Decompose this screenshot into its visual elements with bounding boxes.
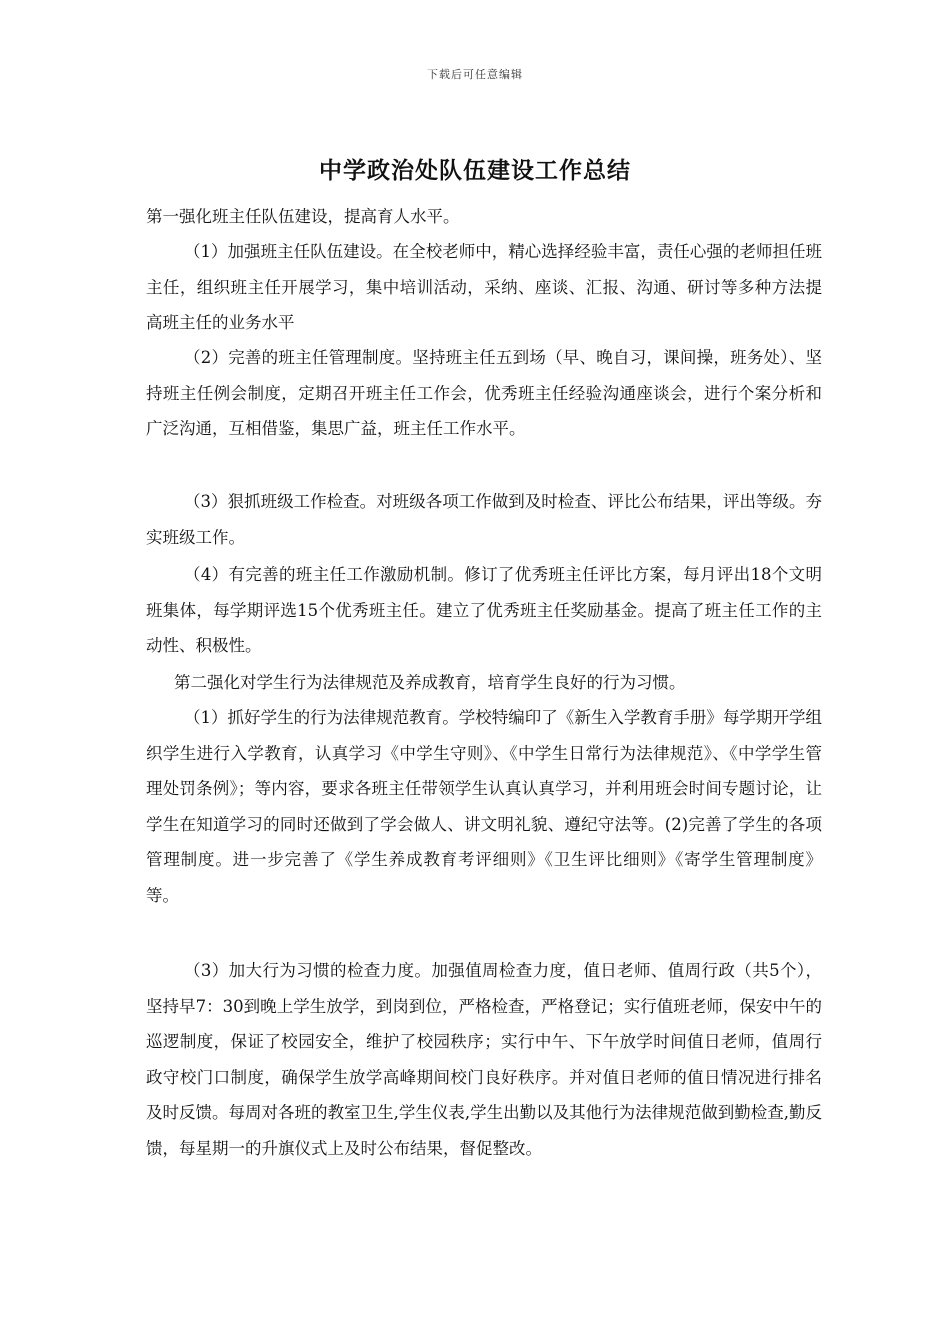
document-title: 中学政治处队伍建设工作总结 bbox=[319, 157, 631, 184]
paragraph-1-2: （2）完善的班主任管理制度。坚持班主任五到场（早、晚自习，课间操，班务处）、坚持班主任例会制度，定期召开班主任工作会，优秀班主任经验沟通座谈会，进行个案分析和广泛沟通，互相借鉴，集思广益，班主任工作水平。 bbox=[146, 348, 822, 438]
section-heading-2: 第二强化对学生行为法律规范及养成教育，培育学生良好的行为习惯。 bbox=[174, 673, 686, 692]
section-heading-1: 第一强化班主任队伍建设，提高育人水平。 bbox=[146, 207, 460, 226]
header-note: 下载后可任意编辑 bbox=[427, 68, 523, 81]
paragraph-1-3: （3）狠抓班级工作检查。对班级各项工作做到及时检查、评比公布结果，评出等级。夯实班级工作。 bbox=[146, 492, 822, 547]
paragraph-1-1: （1）加强班主任队伍建设。在全校老师中，精心选择经验丰富，责任心强的老师担任班主任，组织班主任开展学习，集中培训活动，采纳、座谈、汇报、沟通、研讨等多种方法提高班主任的业务水平 bbox=[146, 242, 822, 332]
paragraph-2-3: （3）加大行为习惯的检查力度。加强值周检查力度，值日老师、值周行政（共5个），坚持早7：30到晚上学生放学，到岗到位，严格检查，严格登记；实行值班老师，保安中午的巡逻制度，保证了校园安全，维护了校园秩序；实行中午、下午放学时间值日老师，值周行政守校门口制度，确保学生放学高峰期间校门良好秩序。并对值日老师的值日情况进行排名及时反馈。每周对各班的教室卫生,学生仪表,学生出勤以及其他行为法律规范做到勤检查,勤反馈，每星期一的升旗仪式上及时公布结果，督促整改。 bbox=[146, 961, 822, 1158]
paragraph-2-1: （1）抓好学生的行为法律规范教育。学校特编印了《新生入学教育手册》每学期开学组织学生进行入学教育，认真学习《中学生守则》、《中学生日常行为法律规范》、《中学学生管理处罚条例》；等内容，要求各班主任带领学生认真认真学习，并利用班会时间专题讨论，让学生在知道学习的同时还做到了学会做人、讲文明礼貌、遵纪守法等。(2)完善了学生的各项管理制度。进一步完善了《学生养成教育考评细则》《卫生评比细则》《寄学生管理制度》等。 bbox=[146, 708, 822, 905]
paragraph-1-4: （4）有完善的班主任工作激励机制。修订了优秀班主任评比方案，每月评出18个文明班集体，每学期评选15个优秀班主任。建立了优秀班主任奖励基金。提高了班主任工作的主动性、积极性。 bbox=[146, 565, 822, 655]
